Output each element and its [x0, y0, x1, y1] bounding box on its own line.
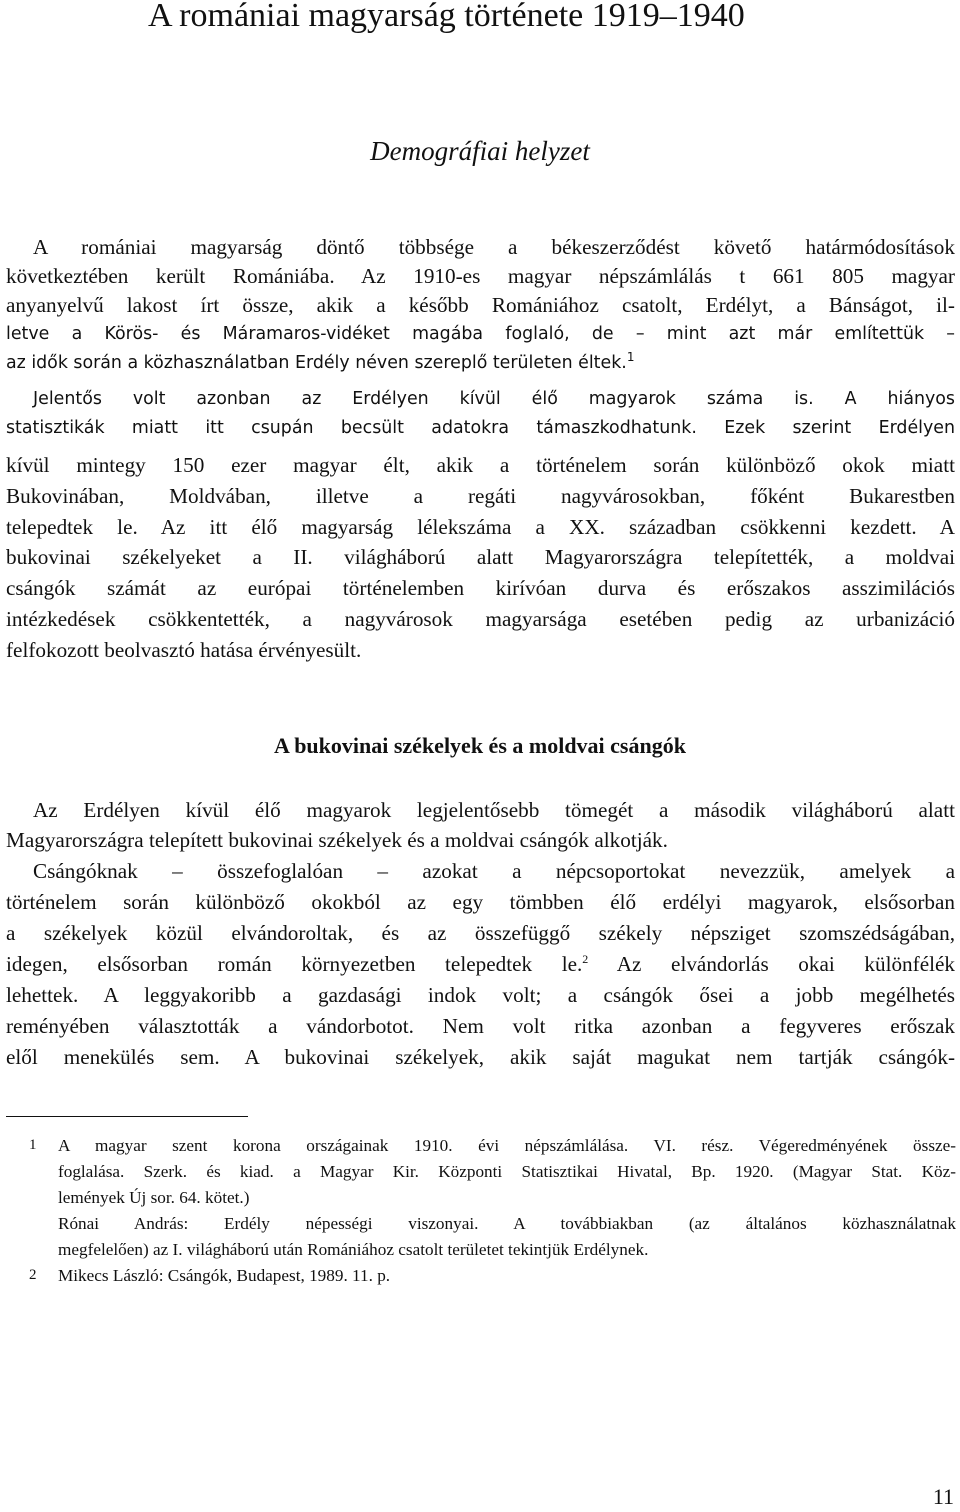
- paragraph-line: statisztikák miatt itt csupán becsült adatokra támaszkodhatunk. Ezek szerint Erdélyen: [6, 418, 955, 438]
- footnote-separator: [6, 1116, 248, 1117]
- paragraph-line: Jelentős volt azonban az Erdélyen kívül élő magyarok száma is. A hiányos: [33, 389, 955, 409]
- section-heading-demographics: Demográfiai helyzet: [370, 136, 590, 166]
- footnote-reference-1[interactable]: 1: [626, 350, 635, 365]
- paragraph-line: történelem során különböző okokból az egy tömbben élő erdélyi magyarok, elsősorban: [6, 890, 955, 914]
- footnote-mark-1: 1: [29, 1137, 37, 1153]
- paragraph-line: következtében került Romániába. Az 1910-es magyar népszámlálás t 661 805 magyar: [6, 264, 955, 288]
- footnote-reference-2[interactable]: 2: [582, 951, 589, 966]
- section-heading-bukovina-csango: A bukovinai székelyek és a moldvai csángók: [274, 733, 686, 758]
- footnote-line: foglalása. Szerk. és kiad. a Magyar Kir. Központi Statisztikai Hivatal, Bp. 1920. (Magyar Stat. Köz-: [58, 1162, 956, 1181]
- paragraph-line: lehettek. A leggyakoribb a gazdasági indok volt; a csángók ősei a jobb megélhetés: [6, 983, 955, 1007]
- paragraph-line: bukovinai székelyeket a II. világháború alatt Magyarországra telepítették, a moldvai: [6, 545, 955, 569]
- footnote-line: lemények Új sor. 64. kötet.): [58, 1188, 250, 1207]
- paragraph-line: Az Erdélyen kívül élő magyarok legjelentősebb tömegét a második világháború alatt: [33, 798, 955, 822]
- paragraph-line: telepedtek le. Az itt élő magyarság lélekszáma a XX. században csökkenni kezdett. A: [6, 515, 955, 539]
- paragraph-line-text: idegen, elsősorban román környezetben telepedtek le.: [6, 952, 583, 976]
- footnote-line: Mikecs László: Csángók, Budapest, 1989. 11. p.: [58, 1266, 391, 1285]
- paragraph-line: Csángóknak – összefoglalóan – azokat a népcsoportokat nevezzük, amelyek a: [33, 859, 955, 883]
- footnote-line: megfelelően) az I. világháború után Romániához csatolt területet tekintjük Erdélynek.: [58, 1240, 649, 1259]
- paragraph-line: felfokozott beolvasztó hatása érvényesült.: [6, 638, 362, 662]
- paragraph-line: reményében választották a vándorbotot. Nem volt ritka azonban a fegyveres erőszak: [6, 1014, 955, 1038]
- paragraph-line: intézkedések csökkentették, a nagyvárosok magyarsága esetében pedig az urbanizáció: [6, 607, 955, 631]
- paragraph-line-text: az idők során a közhasználatban Erdély néven szereplő területen éltek.: [6, 353, 627, 373]
- footnote-line: A magyar szent korona országainak 1910. évi népszámlálása. VI. rész. Végeredményének össze-: [58, 1136, 956, 1155]
- paragraph-line: [6, 950, 955, 978]
- paragraph-line: anyanyelvű lakost írt össze, akik a később Romániához csatolt, Erdélyt, a Bánságot, il-: [6, 293, 955, 317]
- paragraph-line: kívül mintegy 150 ezer magyar élt, akik a történelem során különböző okok miatt: [6, 453, 955, 477]
- page-number: 11: [932, 1484, 954, 1509]
- paragraph-line: Bukovinában, Moldvában, illetve a regáti nagyvárosokban, főként Bukarestben: [6, 484, 955, 508]
- footnote-mark-2: 2: [29, 1267, 37, 1283]
- paragraph-line: [6, 349, 955, 377]
- paragraph-line: a székelyek közül elvándoroltak, és az összefüggő székely népsziget szomszédságában,: [6, 921, 955, 945]
- paragraph-line: letve a Körös- és Máramaros-vidéket magába foglaló, de – mint azt már említettük –: [6, 324, 955, 344]
- paragraph-line-text: Az elvándorlás okai különfélék: [616, 952, 955, 976]
- document-title: A romániai magyarság története 1919–1940: [148, 0, 745, 34]
- paragraph-line: csángók számát az európai történelemben kirívóan durva és erőszakos asszimilációs: [6, 576, 955, 600]
- paragraph-line: Magyarországra telepített bukovinai székelyek és a moldvai csángók alkotják.: [6, 828, 668, 852]
- paragraph-line: elől menekülés sem. A bukovinai székelyek, akik saját magukat nem tartják csángók-: [6, 1045, 955, 1069]
- footnote-line: Rónai András: Erdély népességi viszonyai. A továbbiakban (az általános közhasználatnak: [58, 1214, 956, 1233]
- paragraph-line: A romániai magyarság döntő többsége a békeszerződést követő határmódosítások: [33, 235, 955, 259]
